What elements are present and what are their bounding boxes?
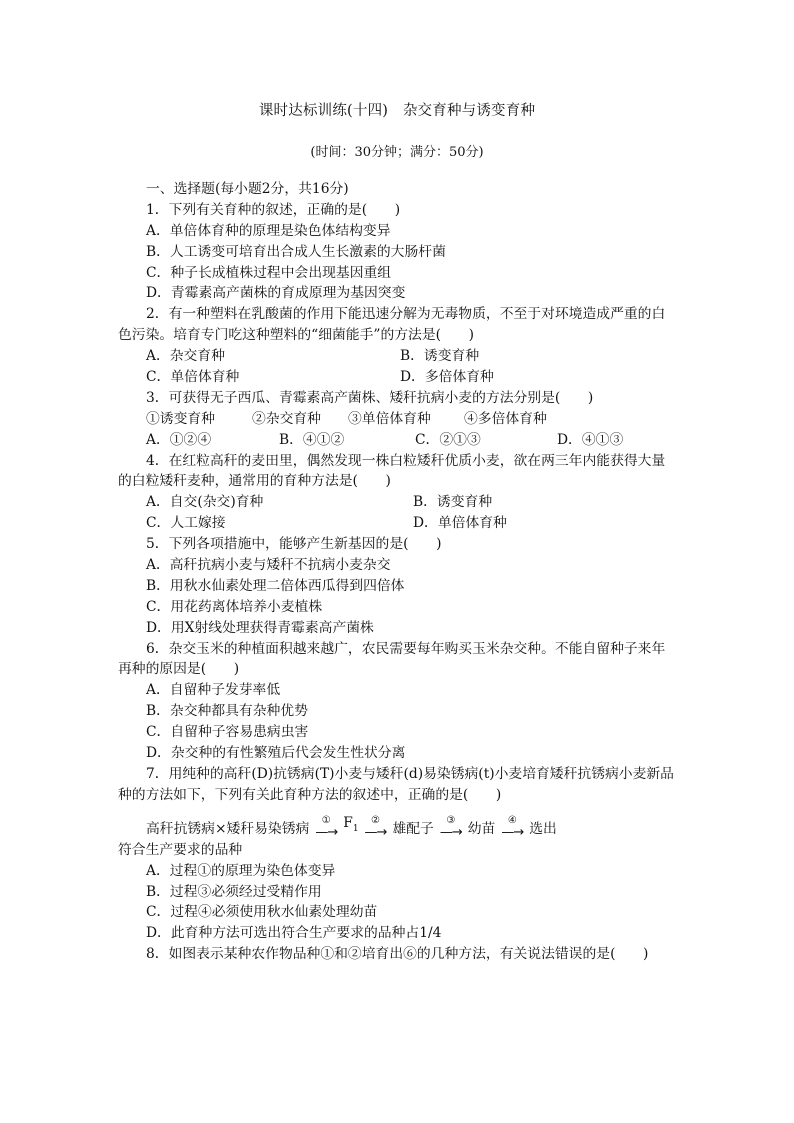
q5-option-b: B．用秋水仙素处理二倍体西瓜得到四倍体 <box>146 577 405 594</box>
q6-option-b: B．杂交种都具有杂种优势 <box>146 703 308 720</box>
flow-step-3-label: ③ <box>446 814 456 826</box>
q5-option-d: D．用X射线处理获得青霉素高产菌株 <box>146 619 374 636</box>
flow-node-seedling: 幼苗 <box>467 820 496 837</box>
q2-options-row1 <box>118 346 684 367</box>
q4-option-d: D．单倍体育种 <box>413 515 507 532</box>
flow-end: 选出 <box>529 820 557 837</box>
q2-options-row2 <box>118 367 684 388</box>
q3-option-b: B．④①② <box>279 431 345 448</box>
q2-option-d: D．多倍体育种 <box>400 369 494 386</box>
q7-stem-line2: 种的方法如下，下列有关此育种方法的叙述中，正确的是( ) <box>118 786 502 803</box>
flow-step-4-label: ④ <box>507 814 517 826</box>
flow-arrow-4 <box>501 816 523 839</box>
q4-option-a: A．自交(杂交)育种 <box>146 494 264 511</box>
q3-stem: 3．可获得无子西瓜、青霉素高产菌株、矮秆抗病小麦的方法分别是( ) <box>146 389 594 406</box>
q3-methods-row <box>118 409 684 430</box>
q3-option-a: A．①②④ <box>146 431 212 448</box>
q2-stem-line1: 2．有一种塑料在乳酸菌的作用下能迅速分解为无毒物质，不至于对环境造成严重的白 <box>146 306 666 323</box>
q4-options-row2 <box>118 513 684 534</box>
q2-option-b: B．诱变育种 <box>400 348 480 365</box>
q1-option-d: D．青霉素高产菌株的育成原理为基因突变 <box>146 285 406 302</box>
flow-f1: $F_1$ <box>343 815 359 834</box>
q5-option-c: C．用花药离体培养小麦植株 <box>146 598 323 615</box>
q4-option-c: C．人工嫁接 <box>146 515 226 532</box>
q1-option-c: C．种子长成植株过程中会出现基因重组 <box>146 264 392 281</box>
right-arrow-icon: —→ <box>364 824 387 840</box>
q6-stem-line2: 再种的原因是( ) <box>118 661 240 678</box>
q6-option-d: D．杂交种的有性繁殖后代会发生性状分离 <box>146 745 406 762</box>
q3-option-d: D．④①③ <box>557 431 624 448</box>
q3-method-2: ②杂交育种 <box>252 410 321 427</box>
q4-option-b: B．诱变育种 <box>413 494 493 511</box>
flow-step-2-label: ② <box>371 814 380 826</box>
q6-stem-line1: 6．杂交玉米的种植面积越来越广，农民需要每年购买玉米杂交种。不能自留种子来年 <box>146 640 666 657</box>
q1-stem: 1．下列有关育种的叙述，正确的是( ) <box>146 201 401 218</box>
right-arrow-icon: —→ <box>439 824 462 840</box>
page-title: 课时达标训练(十四) 杂交育种与诱变育种 <box>258 103 536 119</box>
q5-stem: 5．下列各项措施中，能够产生新基因的是( ) <box>146 536 442 553</box>
question-body <box>118 179 684 965</box>
q6-option-c: C．自留种子容易患病虫害 <box>146 724 309 741</box>
q3-option-c: C．②①③ <box>415 431 481 448</box>
q3-method-1: ①诱变育种 <box>146 410 215 427</box>
right-arrow-icon: —→ <box>501 824 524 840</box>
q5-option-a: A．高秆抗病小麦与矮秆不抗病小麦杂交 <box>146 557 391 574</box>
q1-option-b: B．人工诱变可培育出合成人生长激素的大肠杆菌 <box>146 243 446 260</box>
flow-arrow-3 <box>440 816 462 839</box>
flow-start: 高秆抗锈病×矮秆易染锈病 <box>146 820 310 837</box>
q1-option-a: A．单倍体育种的原理是染色体结构变异 <box>146 222 391 239</box>
q4-stem-line1: 4．在红粒高秆的麦田里，偶然发现一株白粒矮秆优质小麦，欲在两三年内能获得大量 <box>146 452 666 469</box>
flow-node-gamete: 雄配子 <box>392 820 434 837</box>
flow-arrow-1 <box>315 816 337 839</box>
q4-stem-line2: 的白粒矮秆麦种，通常用的育种方法是( ) <box>118 473 391 490</box>
q2-option-c: C．单倍体育种 <box>146 369 240 386</box>
q3-method-3: ③单倍体育种 <box>348 410 431 427</box>
q7-option-a: A．过程①的原理为染色体变异 <box>146 862 336 879</box>
q2-option-a: A．杂交育种 <box>146 348 225 365</box>
q3-method-4: ④多倍体育种 <box>464 410 547 427</box>
q7-option-d: D．此育种方法可选出符合生产要求的品种占1/4 <box>146 925 442 942</box>
q7-option-c: C．过程④必须使用秋水仙素处理幼苗 <box>146 904 378 921</box>
q4-options-row1 <box>118 492 684 513</box>
q7-stem-line1: 7．用纯种的高秆(D)抗锈病(T)小麦与矮秆(d)易染锈病(t)小麦培育矮秆抗锈病小麦新品 <box>146 765 674 782</box>
right-arrow-icon: —→ <box>315 824 338 840</box>
q2-stem-line2: 色污染。培育专门吃这种塑料的“细菌能手”的方法是( ) <box>118 327 474 344</box>
flow-continuation: 符合生产要求的品种 <box>118 841 243 858</box>
q3-options-row <box>118 430 684 451</box>
breeding-flow-diagram <box>118 810 684 840</box>
flow-arrow-2 <box>365 816 387 839</box>
time-score-note: (时间：30分钟；满分：50分) <box>310 145 484 160</box>
q7-option-b: B．过程③必须经过受精作用 <box>146 883 322 900</box>
q6-option-a: A．自留种子发芽率低 <box>146 682 281 699</box>
flow-step-1-label: ① <box>321 814 331 826</box>
q8-stem: 8．如图表示某种农作物品种①和②培育出⑥的几种方法，有关说法错误的是( ) <box>146 946 649 963</box>
section-heading: 一、选择题(每小题2分，共16分) <box>146 181 349 197</box>
